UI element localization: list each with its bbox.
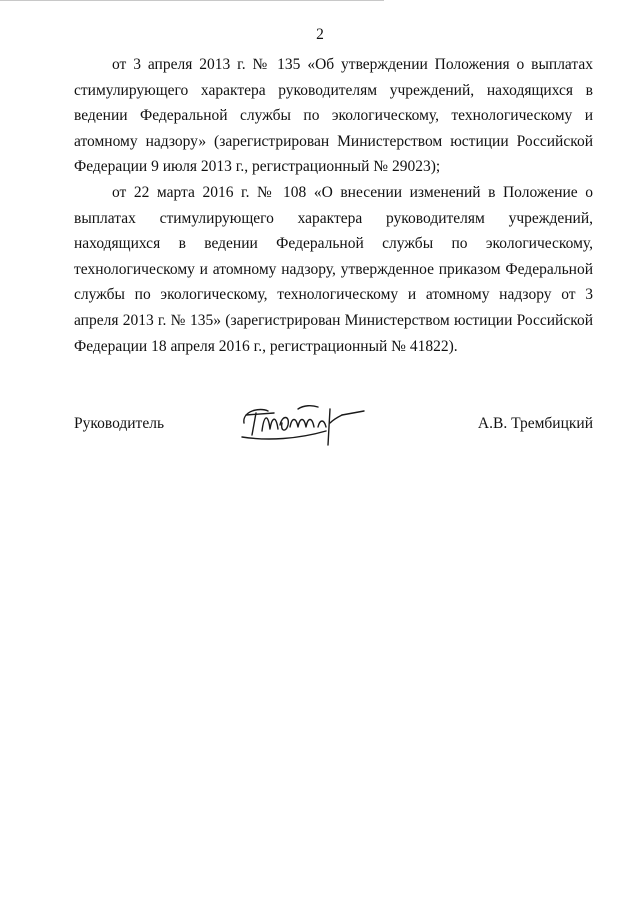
page-number: 2 [316,26,324,43]
top-rule [0,0,384,1]
paragraph-order-2013: от 3 апреля 2013 г. № 135 «Об утверждении Положения о выплатах стимулирующего характера руководителям учреждений, находящихся в ведении Федеральной службы по экологическому, технологическому и атомному надзору» (зарегистрирован Министерством юстиции Российской Федерации 9 июля 2013 г., регистрационный № 29023); [74,56,593,176]
signatory-name: А.В. Трембицкий [477,415,593,432]
signatory-title: Руководитель [74,415,165,432]
handwritten-signature [238,401,368,449]
signature-block [74,415,593,455]
paragraph-order-2016: от 22 марта 2016 г. № 108 «О внесении изменений в Положение о выплатах стимулирующего характера руководителям учреждений, находящихся в ведении Федеральной службы по экологическому, технологическому и атомному надзору, утвержденное приказом Федеральной службы по экологическому, технологическому и атомному надзору от 3 апреля 2013 г. № 135» (зарегистрирован Министерством юстиции Российской Федерации 18 апреля 2016 г., регистрационный № 41822). [74,184,593,355]
